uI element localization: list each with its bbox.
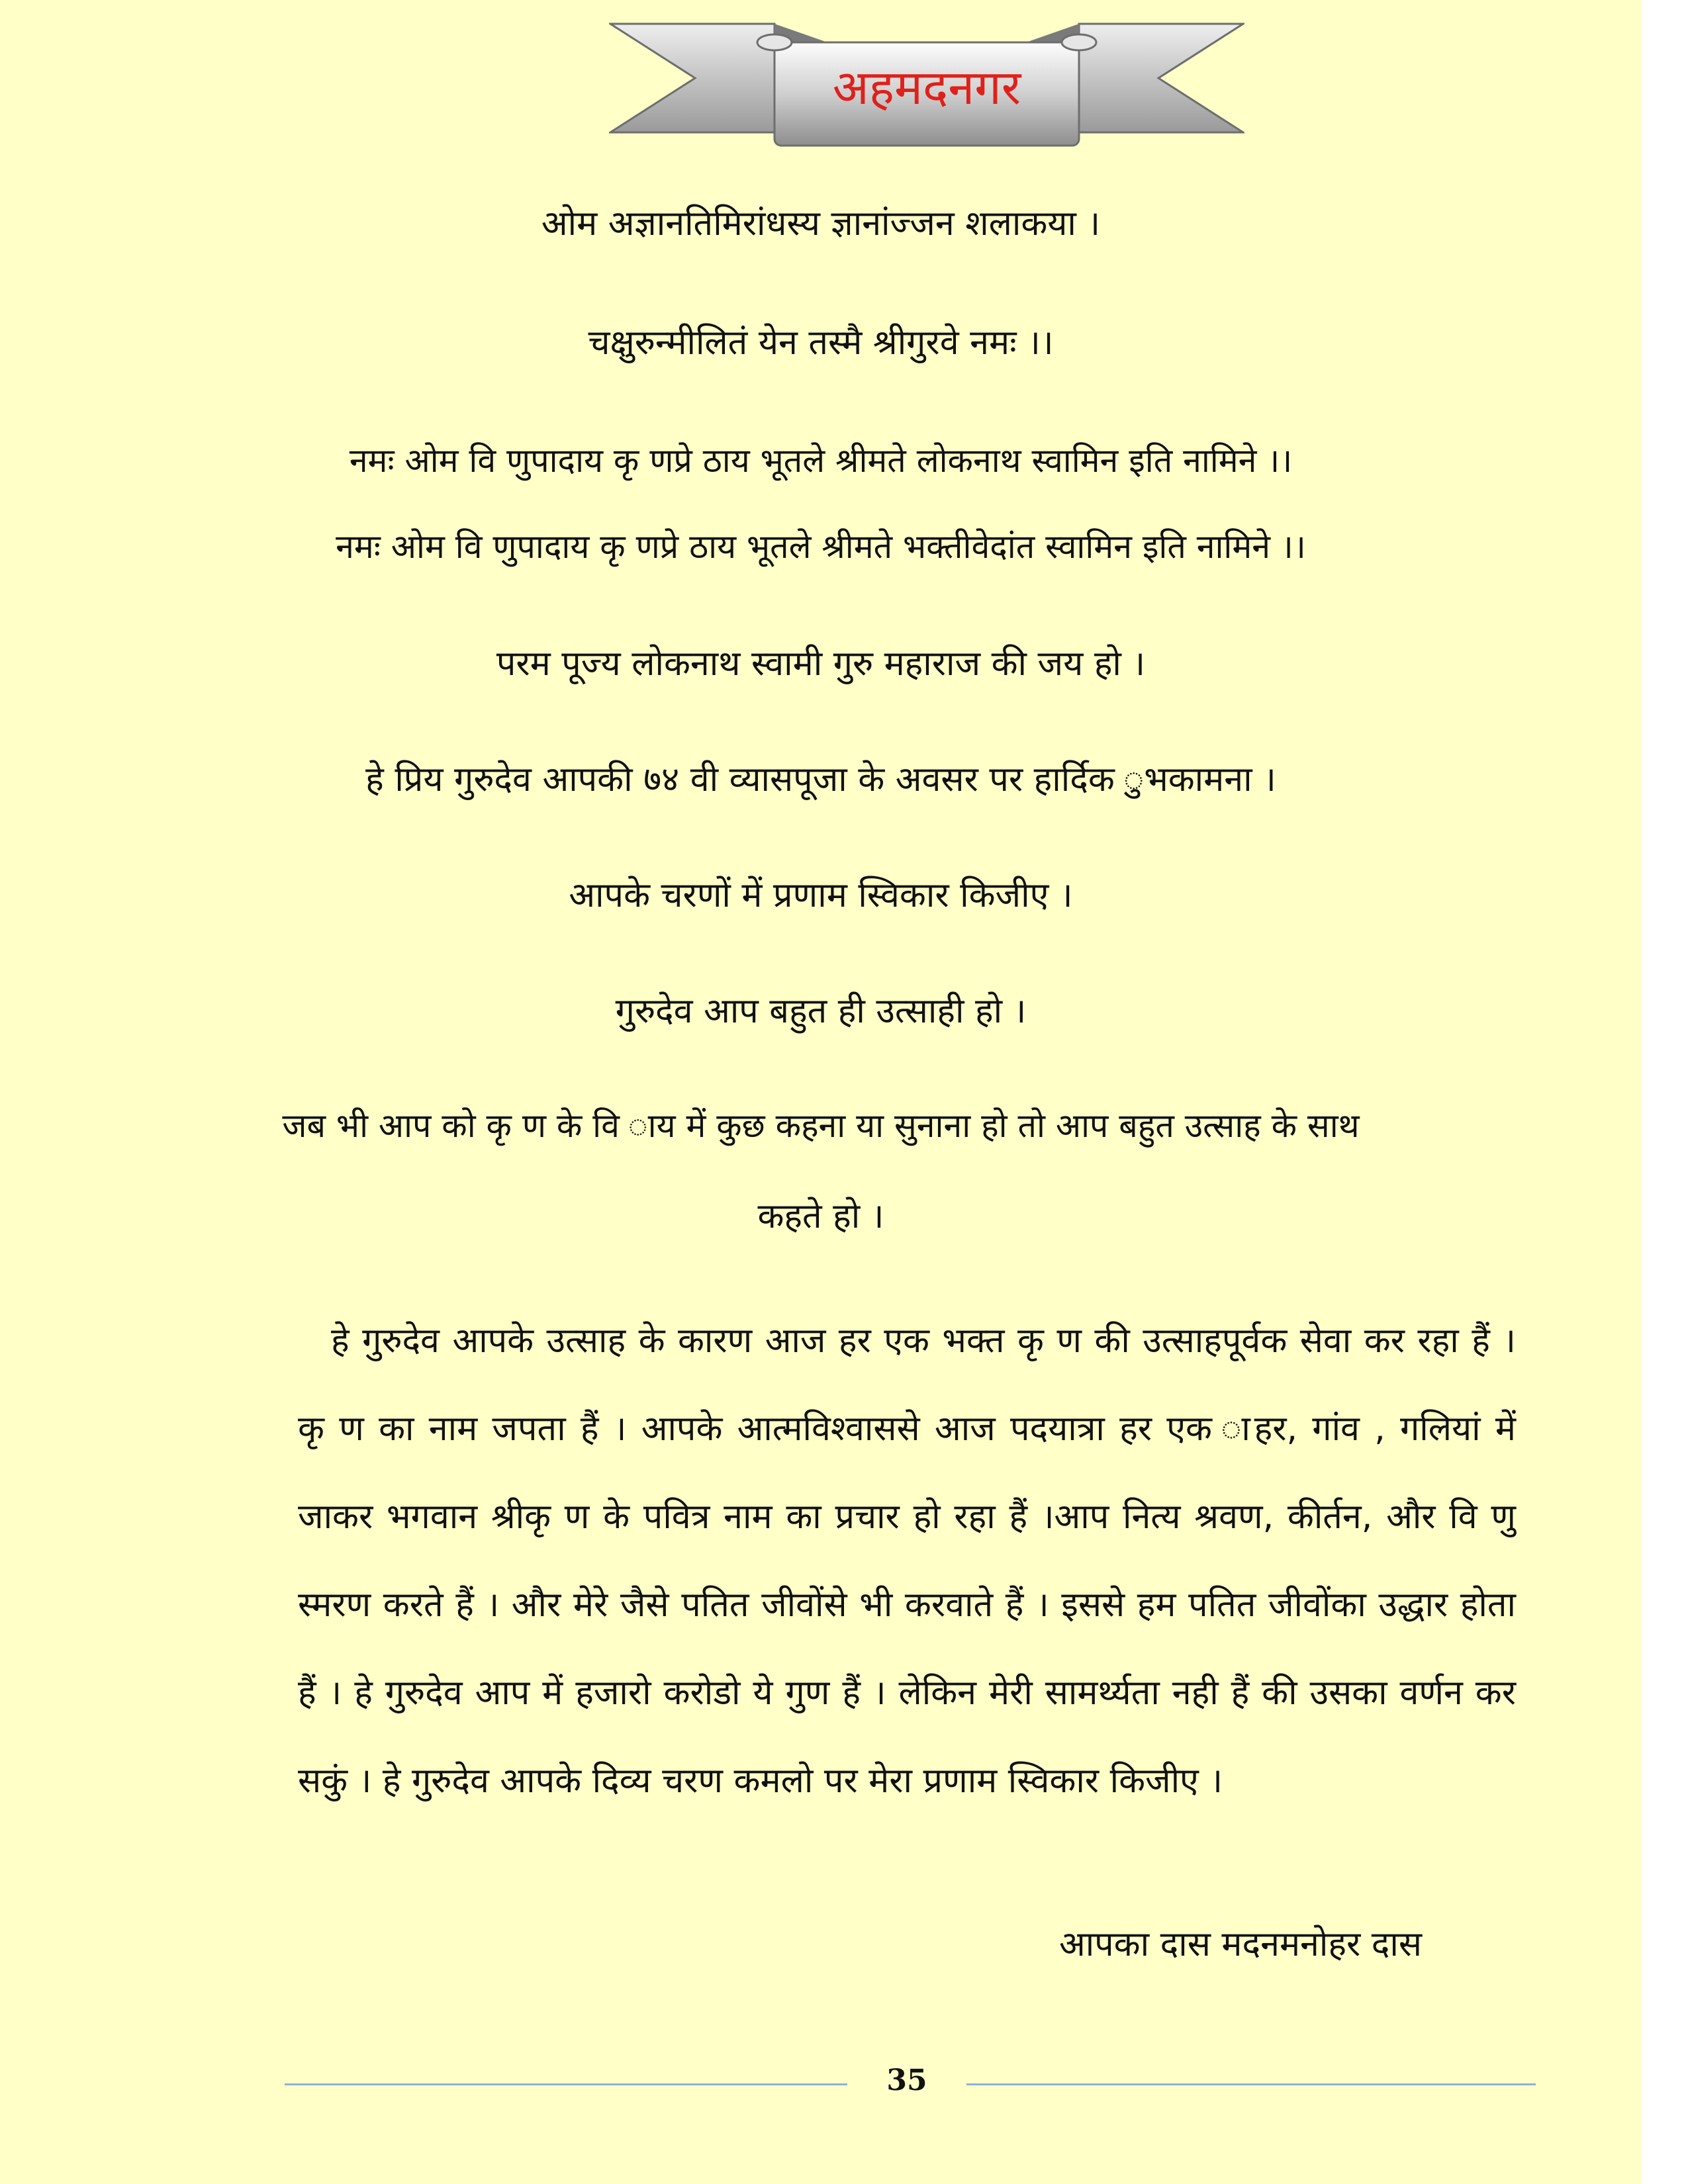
greeting-line-2: हे प्रिय गुरुदेव आपकी ७४ वी व्यासपूजा के अवसर पर हार्दिक ुभकामना ।: [365, 760, 1276, 799]
greeting-line-5: जब भी आप को कृ ण के वि ाय में कुछ कहना या सुनाना हो तो आप बहुत उत्साह के साथ: [282, 1107, 1360, 1145]
page-title: अहमदनगर: [832, 60, 1021, 115]
invocation-line-1: ओम अज्ञानतिमिरांधस्य ज्ञानांज्जन शलाकया ।: [541, 204, 1101, 244]
signature: आपका दास मदनमनोहर दास: [1059, 1925, 1423, 1964]
invocation-line-3: नमः ओम वि णुपादाय कृ णप्रे ठाय भूतले श्रीमते लोकनाथ स्वामिन इति नामिने ।।: [349, 441, 1293, 480]
greeting-line-1: परम पूज्य लोकनाथ स्वामी गुरु महाराज की जय हो ।: [496, 644, 1146, 684]
greeting-line-4: गुरुदेव आप बहुत ही उत्साही हो ।: [615, 991, 1027, 1031]
invocation-line-4: नमः ओम वि णुपादाय कृ णप्रे ठाय भूतले श्रीमते भक्तीवेदांत स्वामिन इति नामिने ।।: [336, 527, 1306, 566]
greeting-line-3: आपके चरणों में प्रणाम स्विकार किजीए ।: [569, 876, 1073, 915]
page-number: 35: [886, 2064, 927, 2097]
main-paragraph: हे गुरुदेव आपके उत्साह के कारण आज हर एक भक्त कृ ण की उत्साहपूर्वक सेवा कर रहा हैं । कृ ण का नाम जपता हैं । आपके आत्मविश्वाससे आज पदयात्रा हर एक ाहर, गांव , गलियां में जाकर भगवान श्रीकृ ण के पवित्र नाम का प्रचार हो रहा हैं ।आप नित्य श्रवण, कीर्तन, और वि णु स्मरण करते हैं । और मेरे जैसे पतित जीवोंसे भी करवाते हैं । इससे हम पतित जीवोंका उद्धार होता हैं । हे गुरुदेव आप में हजारो करोडो ये गुण हैं । लेकिन मेरी सामर्थ्यता नही हैं की उसका वर्णन कर सकुं । हे गुरुदेव आपके दिव्य चरण कमलो पर मेरा प्रणाम स्विकार किजीए ।: [298, 1321, 1516, 1801]
footer-rule-left: [285, 2083, 847, 2085]
invocation-line-2: चक्षुरुन्मीलितं येन तस्मै श्रीगुरवे नमः ।।: [588, 323, 1054, 363]
banner-left-tail: [610, 24, 774, 132]
greeting-line-6: कहते हो ।: [757, 1197, 884, 1236]
footer-rule-right: [966, 2083, 1536, 2085]
banner-right-tail: [1079, 24, 1243, 132]
